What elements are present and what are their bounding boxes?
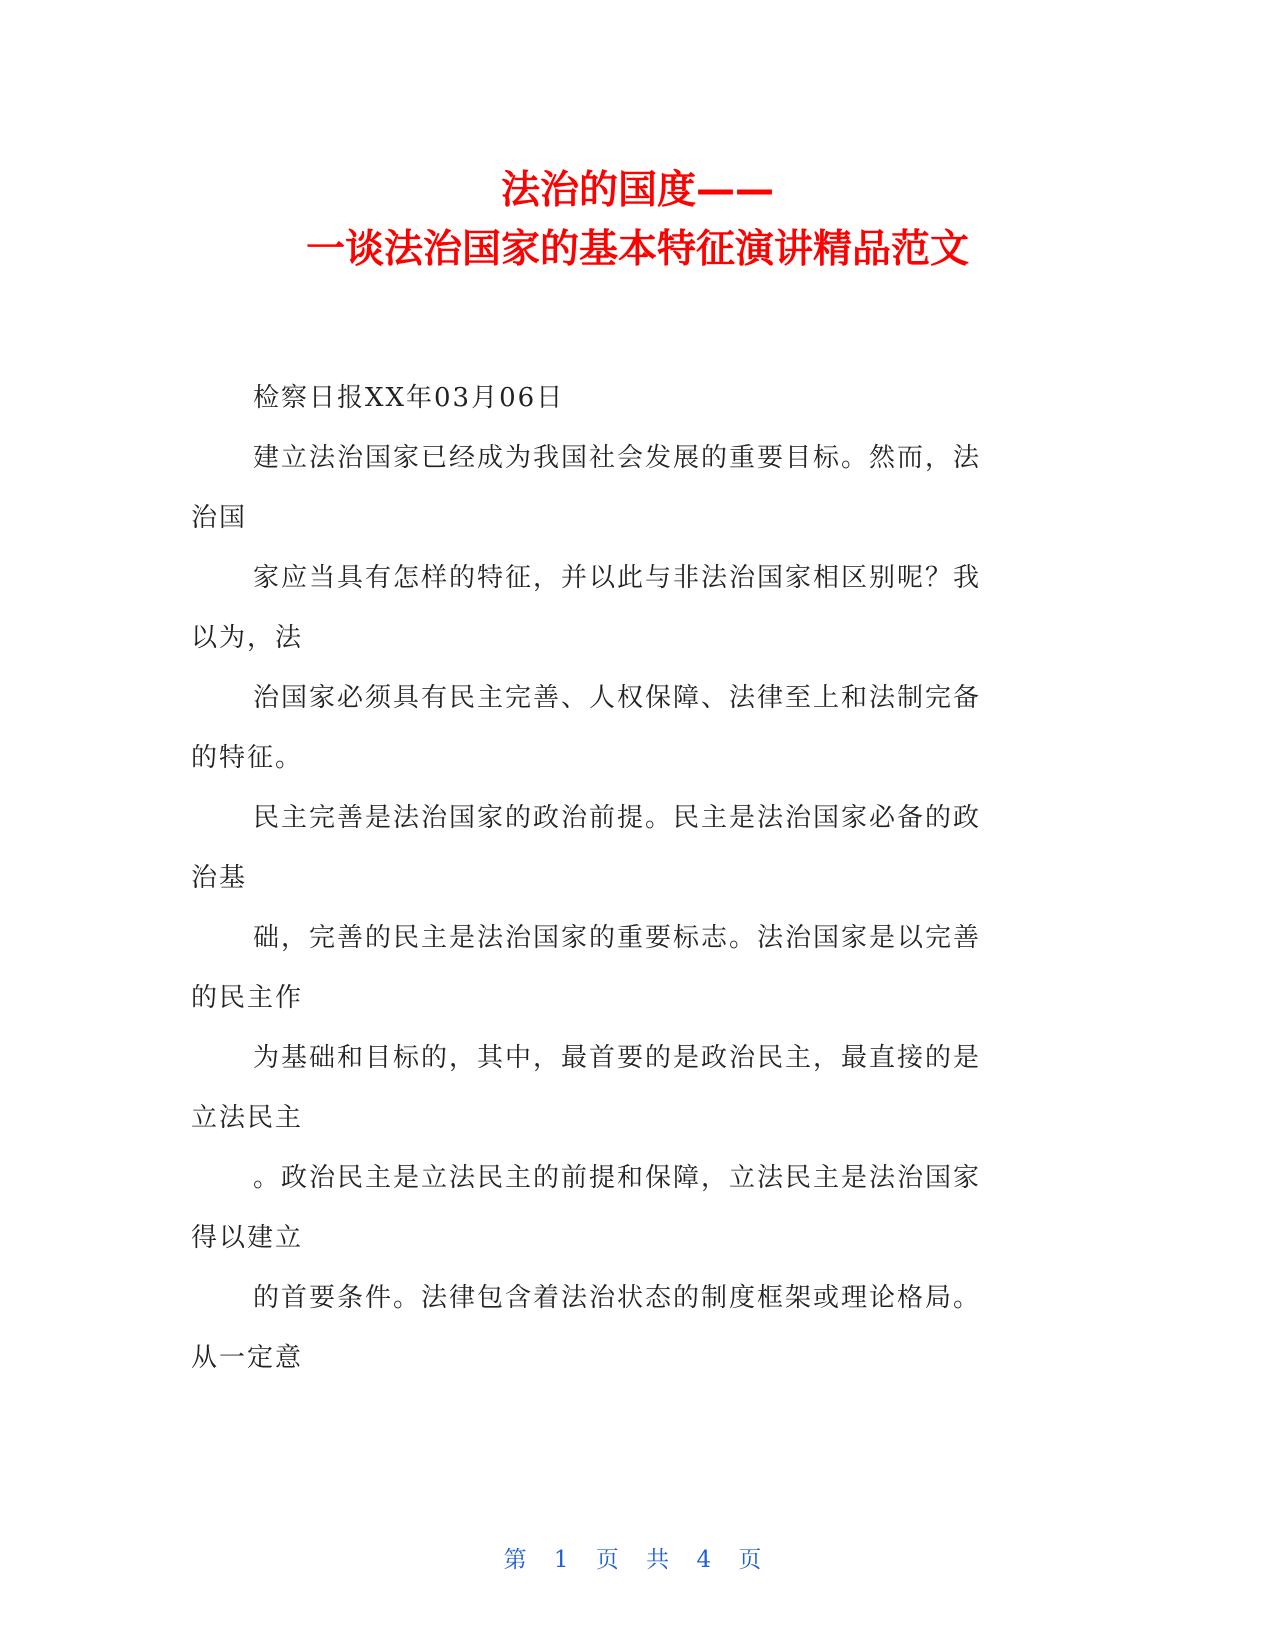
body-line: 治国 — [191, 503, 248, 533]
body-line: 从一定意 — [191, 1343, 304, 1373]
body-line: 为基础和目标的，其中，最首要的是政治民主，最直接的是 — [253, 1043, 982, 1073]
body-line: 建立法治国家已经成为我国社会发展的重要目标。然而，法 — [253, 443, 982, 473]
body-line: 的首要条件。法律包含着法治状态的制度框架或理论格局。 — [253, 1283, 982, 1313]
body-line: 立法民主 — [191, 1103, 304, 1133]
body-line: 的特征。 — [191, 743, 304, 773]
body-line: 家应当具有怎样的特征，并以此与非法治国家相区别呢？我 — [253, 563, 982, 593]
body-line: 。政治民主是立法民主的前提和保障，立法民主是法治国家 — [253, 1163, 982, 1193]
body-line: 的民主作 — [191, 983, 304, 1013]
body-line: 治国家必须具有民主完善、人权保障、法律至上和法制完备 — [253, 683, 982, 713]
body-line: 以为，法 — [191, 623, 304, 653]
body-line: 础，完善的民主是法治国家的重要标志。法治国家是以完善 — [253, 923, 982, 953]
body-line: 检察日报XX年03月06日 — [253, 383, 565, 413]
body-line: 民主完善是法治国家的政治前提。民主是法治国家必备的政 — [253, 803, 982, 833]
page-number-footer: 第 1 页 共 4 页 — [503, 1547, 772, 1573]
body-line: 得以建立 — [191, 1223, 304, 1253]
document-title-line-1: 法治的国度—— — [500, 168, 774, 213]
body-line: 治基 — [191, 863, 248, 893]
document-body — [191, 368, 1071, 1388]
document-title-line-2: 一谈法治国家的基本特征演讲精品范文 — [305, 227, 969, 272]
